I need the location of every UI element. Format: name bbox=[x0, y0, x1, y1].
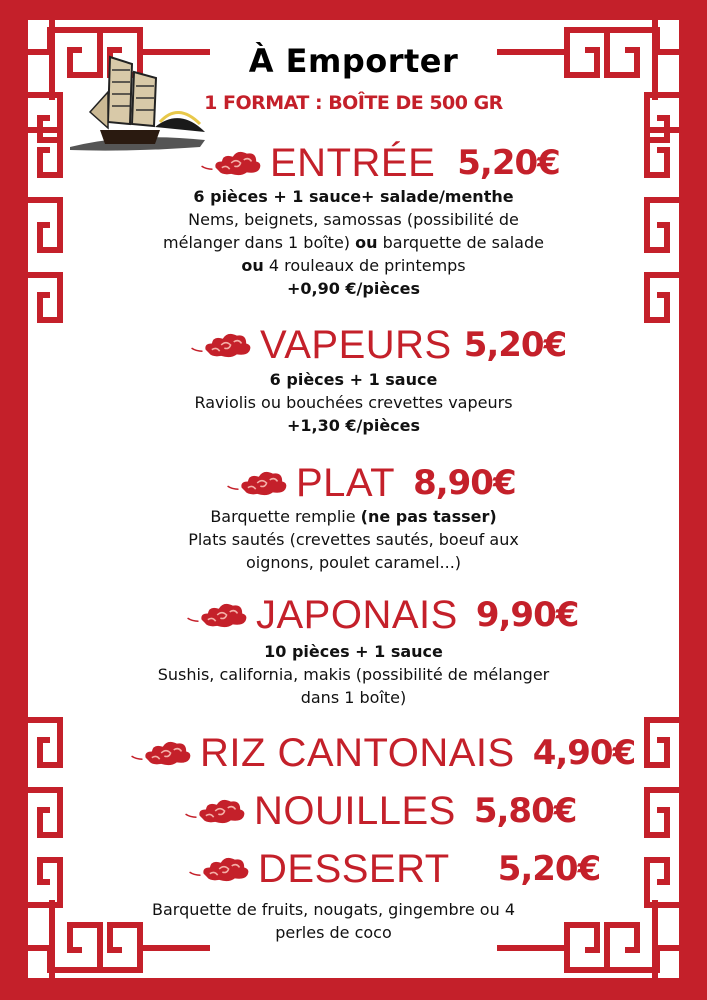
section-price: 4,90€ bbox=[532, 733, 636, 773]
section-description-dessert bbox=[40, 898, 627, 944]
page-title: À Emporter bbox=[248, 42, 459, 80]
section-name: NOUILLES bbox=[254, 788, 456, 833]
desc-line: perles de coco bbox=[275, 923, 392, 942]
desc-line: Raviolis ou bouchées crevettes vapeurs bbox=[194, 393, 513, 412]
desc-line: Nems, beignets, samossas (possibilité de bbox=[188, 210, 519, 229]
bold-line: 6 pièces + 1 sauce+ salade/menthe bbox=[193, 187, 514, 206]
section-price: 5,20€ bbox=[463, 325, 567, 365]
section-name: DESSERT bbox=[258, 846, 450, 891]
section-name: PLAT bbox=[296, 460, 396, 505]
section-name: ENTRÉE bbox=[270, 140, 436, 185]
section-heading-japonais bbox=[186, 590, 578, 640]
section-description-plat bbox=[60, 505, 647, 574]
section-heading-nouilles bbox=[184, 786, 576, 836]
desc-line: mélanger dans 1 boîte) bbox=[163, 233, 351, 252]
desc-emphasis: (ne pas tasser) bbox=[360, 507, 497, 526]
section-heading-plat bbox=[226, 458, 516, 508]
desc-line: Plats sautés (crevettes sautés, boeuf aux bbox=[188, 530, 519, 549]
section-name: JAPONAIS bbox=[256, 592, 458, 637]
chinese-cloud-icon bbox=[226, 463, 290, 503]
format-subtitle: 1 FORMAT : BOÎTE DE 500 GR bbox=[204, 92, 503, 114]
section-name: VAPEURS bbox=[260, 322, 452, 367]
extra-price: +0,90 €/pièces bbox=[286, 279, 421, 298]
section-name: RIZ CANTONAIS bbox=[200, 730, 515, 775]
desc-emphasis: ou bbox=[241, 256, 264, 275]
section-description-vapeurs bbox=[60, 368, 647, 437]
chinese-cloud-icon bbox=[188, 849, 252, 889]
desc-line: oignons, poulet caramel...) bbox=[245, 553, 462, 572]
section-price: 5,20€ bbox=[457, 143, 560, 183]
desc-line: 4 rouleaux de printemps bbox=[268, 256, 466, 275]
section-description-japonais bbox=[60, 640, 647, 709]
chinese-cloud-icon bbox=[130, 733, 194, 773]
section-price: 5,80€ bbox=[473, 791, 577, 831]
section-heading-vapeurs bbox=[190, 320, 566, 370]
desc-line: Barquette remplie bbox=[210, 507, 356, 526]
bold-line: 10 pièces + 1 sauce bbox=[264, 642, 443, 661]
chinese-cloud-icon bbox=[200, 143, 264, 183]
section-heading-riz-cantonais bbox=[130, 728, 635, 778]
bold-line: 6 pièces + 1 sauce bbox=[269, 370, 438, 389]
section-price: 8,90€ bbox=[413, 463, 516, 503]
desc-line: Sushis, california, makis (possibilité de mélanger bbox=[157, 665, 550, 684]
chinese-cloud-icon bbox=[186, 595, 250, 635]
desc-line: Barquette de fruits, nougats, gingembre ou 4 bbox=[151, 900, 515, 919]
chinese-cloud-icon bbox=[190, 325, 254, 365]
desc-line: dans 1 boîte) bbox=[300, 688, 407, 707]
extra-price: +1,30 €/pièces bbox=[286, 416, 421, 435]
desc-line: barquette de salade bbox=[382, 233, 544, 252]
section-heading-dessert bbox=[188, 844, 600, 894]
section-heading-entree bbox=[200, 138, 560, 188]
section-price: 5,20€ bbox=[497, 849, 601, 889]
chinese-cloud-icon bbox=[184, 791, 248, 831]
desc-emphasis: ou bbox=[355, 233, 378, 252]
section-price: 9,90€ bbox=[475, 595, 579, 635]
section-description-entree bbox=[60, 185, 647, 300]
